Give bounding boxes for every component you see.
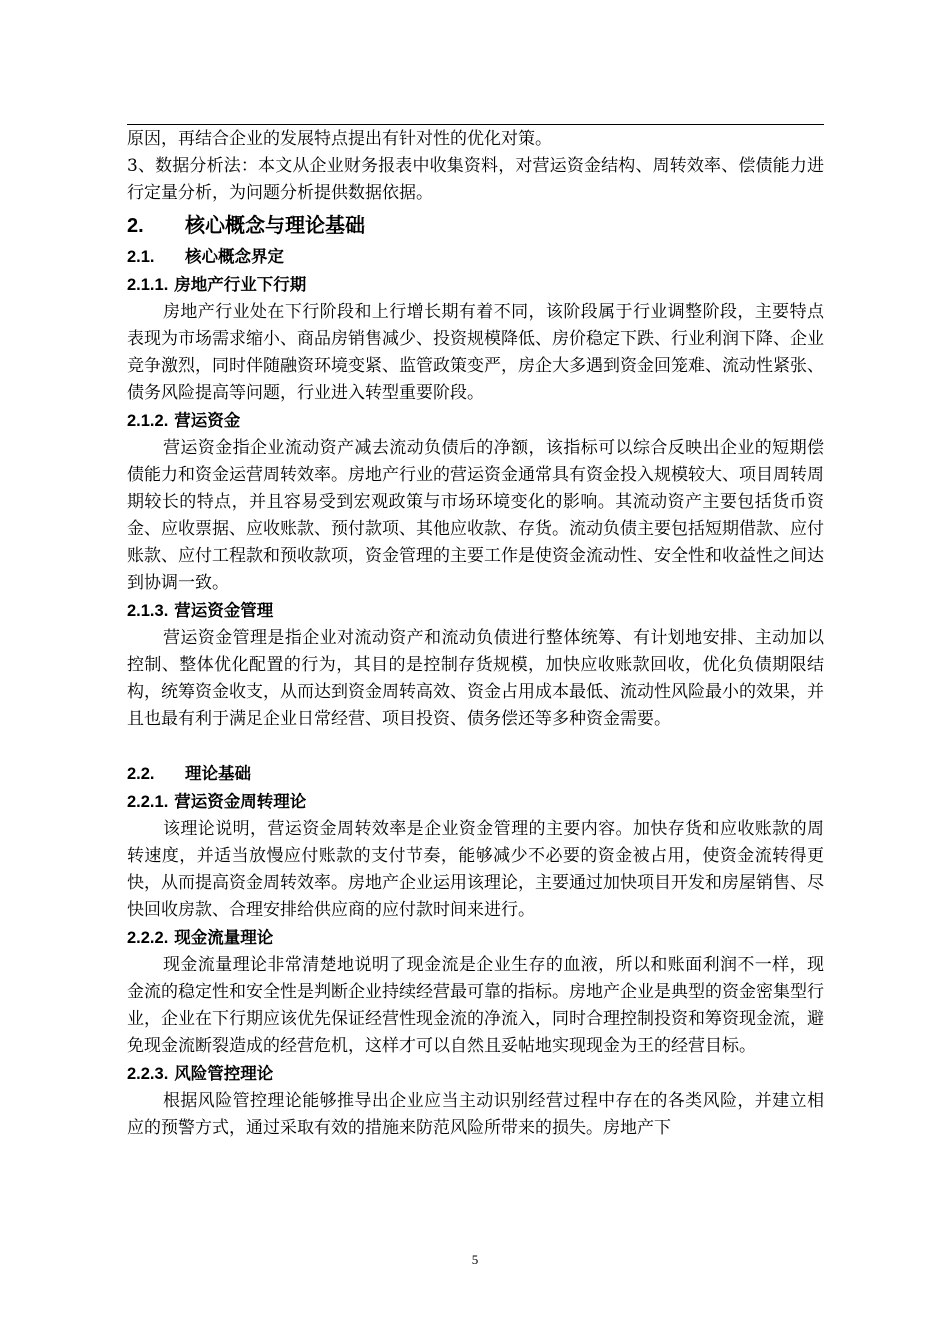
heading-section-2-2-2 (127, 924, 824, 952)
heading-title: 房地产行业下行期 (174, 276, 307, 294)
paragraph-2-1-1: 房地产行业处在下行阶段和上行增长期有着不同，该阶段属于行业调整阶段，主要特点表现为市场需求缩小、商品房销售减少、投资规模降低、房价稳定下跌、行业利润下降、企业竞争激烈，同时伴随融资环境变紧、监管政策变严，房企大多遇到资金回笼难、流动性紧张、债务风险提高等问题，行业进入转型重要阶段。 (127, 302, 824, 403)
page-content (127, 126, 824, 1142)
heading-title: 理论基础 (185, 765, 251, 783)
header-rule (127, 124, 824, 125)
heading-title: 核心概念与理论基础 (185, 215, 365, 237)
heading-number: 2.2.2. (127, 929, 169, 947)
paragraph-2-1-3: 营运资金管理是指企业对流动资产和流动负债进行整体统筹、有计划地安排、主动加以控制、整体优化配置的行为，其目的是控制存货规模，加快应收账款回收，优化负债期限结构，统筹资金收支，从而达到资金周转高效、资金占用成本最低、流动性风险最小的效果，并且也最有利于满足企业日常经营、项目投资、债务偿还等多种资金需要。 (127, 628, 824, 729)
heading-number: 2.2. (127, 765, 155, 783)
heading-title: 现金流量理论 (174, 929, 274, 947)
heading-section-2-1-3 (127, 597, 824, 625)
heading-number: 2.1.1. (127, 276, 169, 294)
paragraph-2-1-2: 营运资金指企业流动资产减去流动负债后的净额，该指标可以综合反映出企业的短期偿债能力和资金运营周转效率。房地产行业的营运资金通常具有资金投入规模较大、项目周转周期较长的特点，并且容易受到宏观政策与市场环境变化的影响。其流动资产主要包括货币资金、应收票据、应收账款、预付款项、其他应收款、存货。流动负债主要包括短期借款、应付账款、应付工程款和预收款项，资金管理的主要工作是使资金流动性、安全性和收益性之间达到协调一致。 (127, 438, 824, 593)
heading-number: 2.2.1. (127, 793, 169, 811)
heading-section-2 (127, 211, 824, 241)
method-3-paragraph: 3、数据分析法：本文从企业财务报表中收集资料，对营运资金结构、周转效率、偿债能力进行定量分析，为问题分析提供数据依据。 (127, 156, 824, 203)
heading-section-2-1-1 (127, 271, 824, 299)
paragraph-2-2-3: 根据风险管控理论能够推导出企业应当主动识别经营过程中存在的各类风险，并建立相应的预警方式，通过采取有效的措施来防范风险所带来的损失。房地产下 (127, 1091, 824, 1138)
heading-number: 2.1.2. (127, 412, 169, 430)
heading-title: 风险管控理论 (174, 1065, 274, 1083)
heading-section-2-1-2 (127, 407, 824, 435)
page-number: 5 (471, 1252, 479, 1267)
heading-title: 营运资金周转理论 (174, 793, 307, 811)
heading-title: 营运资金 (174, 412, 241, 430)
heading-section-2-2 (127, 760, 824, 788)
heading-section-2-1 (127, 243, 824, 271)
heading-number: 2.1. (127, 248, 155, 266)
paragraph-2-2-2: 现金流量理论非常清楚地说明了现金流是企业生存的血液，所以和账面利润不一样，现金流的稳定性和安全性是判断企业持续经营最可靠的指标。房地产企业是典型的资金密集型行业，企业在下行期应该优先保证经营性现金流的净流入，同时合理控制投资和筹资现金流，避免现金流断裂造成的经营危机，这样才可以自然且妥帖地实现现金为王的经营目标。 (127, 955, 824, 1056)
heading-title: 营运资金管理 (174, 602, 274, 620)
heading-number: 2.2.3. (127, 1065, 169, 1083)
continued-paragraph: 原因，再结合企业的发展特点提出有针对性的优化对策。 (127, 129, 552, 149)
heading-section-2-2-1 (127, 788, 824, 816)
heading-number: 2.1.3. (127, 602, 169, 620)
blank-line (127, 733, 824, 760)
paragraph-2-2-1: 该理论说明，营运资金周转效率是企业资金管理的主要内容。加快存货和应收账款的周转速度，并适当放慢应付账款的支付节奏，能够减少不必要的资金被占用，使资金流转得更快，从而提高资金周转效率。房地产企业运用该理论，主要通过加快项目开发和房屋销售、尽快回收房款、合理安排给供应商的应付款时间来进行。 (127, 819, 824, 920)
heading-number: 2. (127, 215, 144, 237)
heading-title: 核心概念界定 (185, 248, 284, 266)
heading-section-2-2-3 (127, 1060, 824, 1088)
